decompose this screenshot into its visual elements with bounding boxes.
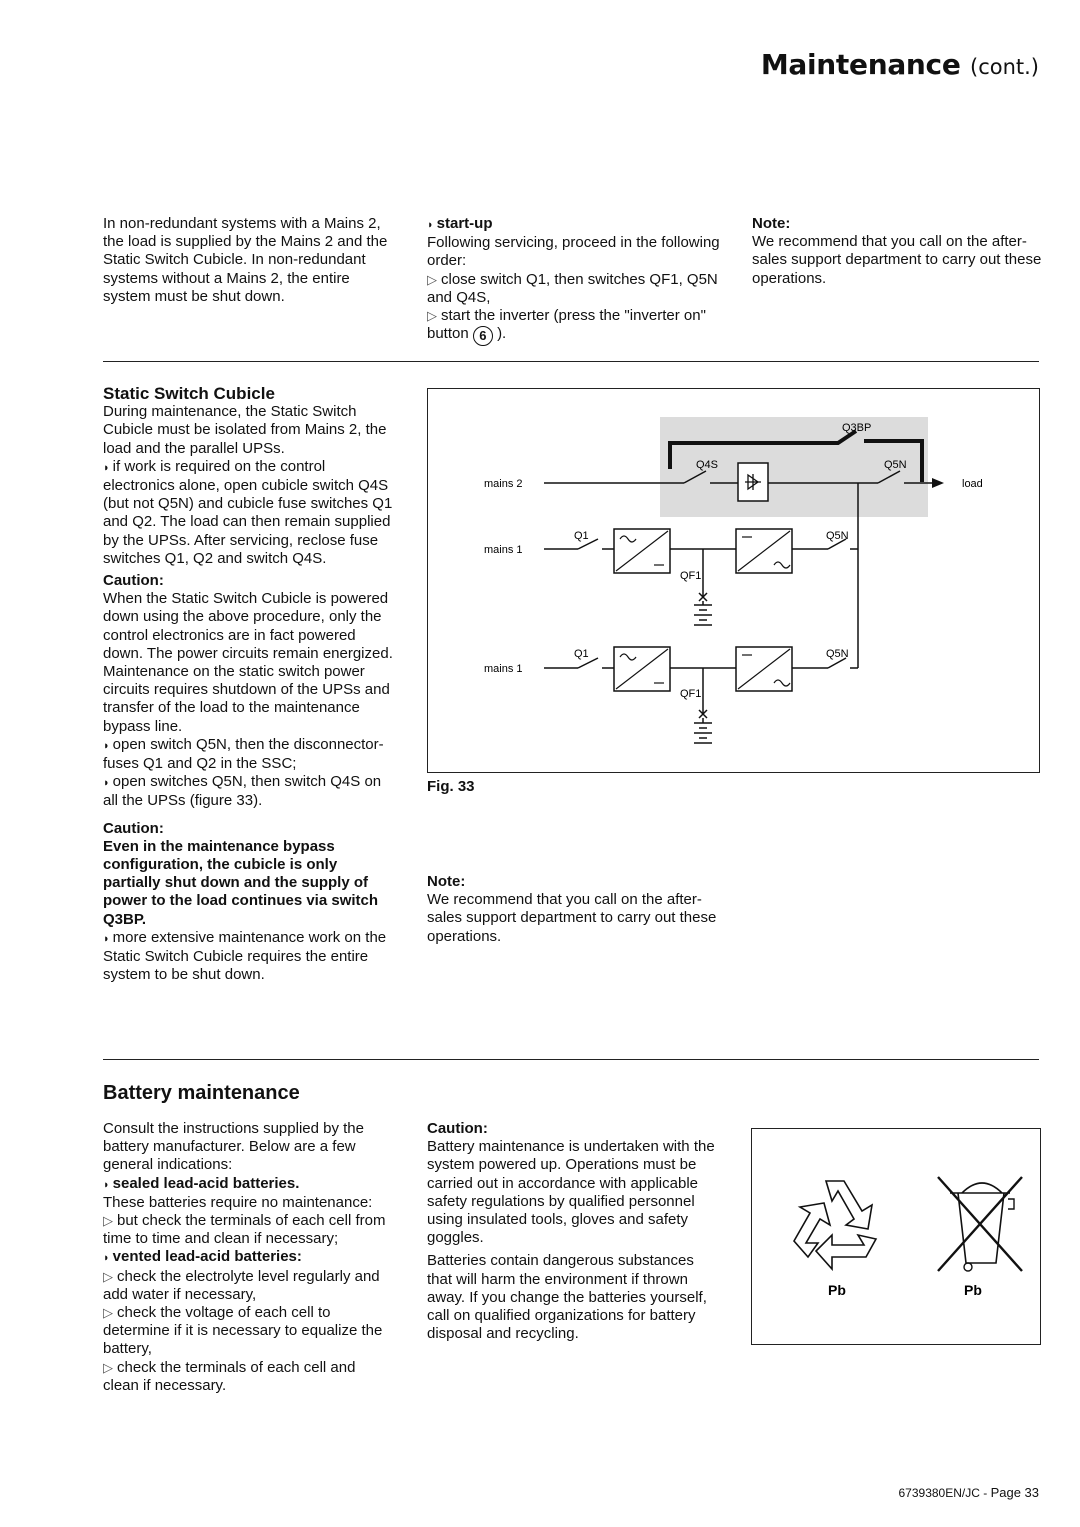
dash-icon: ▷ [427, 308, 437, 324]
label-mains2: mains 2 [484, 478, 523, 490]
battery-intro: Consult the instructions supplied by the battery manufacturer. Below are a few general indications: [103, 1120, 364, 1174]
label-q5n-top: Q5N [884, 459, 907, 471]
divider [103, 361, 1039, 362]
note-label: Note: [752, 215, 791, 232]
crossed-bin-icon [938, 1177, 1022, 1271]
page-number: Page 33 [990, 1485, 1039, 1500]
page-footer [899, 1485, 1040, 1500]
note2 [427, 873, 727, 946]
ssc-heading: Static Switch Cubicle [103, 384, 275, 403]
dash-icon: ▷ [103, 1359, 113, 1375]
ssc-bullet-2: ◗ open switch Q5N, then the disconnector-fuses Q1 and Q2 in the SSC; [103, 735, 384, 773]
label-mains1-a: mains 1 [484, 544, 523, 556]
label-load: load [962, 478, 983, 490]
note-text: We recommend that you call on the after-sales support department to carry out these operations. [752, 233, 1042, 287]
battery-caution-label: Caution: [427, 1120, 488, 1137]
recycling-box [751, 1128, 1041, 1345]
recycling-graphics [752, 1129, 1040, 1344]
page-title [761, 48, 1039, 81]
ssc-caution-label: Caution: [103, 572, 164, 590]
startup-step-2: ▷ start the inverter (press the "inverter on" button 6 ). [427, 307, 722, 346]
top-col1-text: In non-redundant systems with a Mains 2, the load is supplied by the Mains 2 and the Static Switch Cubicle. In non-redundant systems without a Mains 2, the entire system must be shut down. [103, 215, 388, 305]
label-qf1-a: QF1 [680, 570, 702, 582]
figure-caption: Fig. 33 [427, 778, 475, 795]
page-title-suffix: (cont.) [970, 55, 1039, 79]
label-q1-b: Q1 [574, 648, 589, 660]
dash-icon: ▷ [103, 1268, 113, 1284]
label-q5n-a: Q5N [826, 530, 849, 542]
bullet-icon: ◗ [427, 219, 434, 231]
ssc-intro: During maintenance, the Static Switch Cubicle must be isolated from Mains 2, the load and the parallel UPSs. [103, 403, 387, 457]
ssc-section [103, 385, 395, 985]
label-q3bp: Q3BP [842, 422, 872, 434]
page-title-text: Maintenance [760, 48, 961, 81]
vented-step-3: ▷ check the terminals of each cell and clean if necessary. [103, 1358, 356, 1394]
ssc-caution2-label: Caution: [103, 819, 164, 837]
startup-heading: ◗ start-up [427, 215, 493, 232]
divider [103, 1059, 1039, 1060]
dash-icon: ▷ [427, 271, 437, 287]
vented-heading: ◗ vented lead-acid batteries: [103, 1248, 302, 1266]
top-col2 [427, 215, 722, 346]
note2-text: We recommend that you call on the after-sales support department to carry out these operations. [427, 891, 717, 945]
load-arrow-icon [932, 478, 944, 488]
sealed-step: ▷ but check the terminals of each cell from time to time and clean if necessary; [103, 1212, 386, 1248]
battery-col2 [427, 1120, 722, 1343]
bullet-icon: ◗ [103, 1252, 110, 1265]
bullet-icon: ◗ [103, 1178, 110, 1191]
battery-col1 [103, 1120, 393, 1395]
sealed-heading: ◗ sealed lead-acid batteries. [103, 1174, 300, 1192]
label-q1-a: Q1 [574, 530, 589, 542]
dash-icon: ▷ [103, 1213, 113, 1229]
battery-icon-a [694, 605, 712, 625]
ssc-bullet-1: ◗ if work is required on the control electronics alone, open cubicle switch Q4S (but not Q5N) and cubicle fuse switches Q1 and Q2. The load can then remain supplied by the UPSs. After servicing, reclose fuse switches Q1, Q2 and switch Q4S. [103, 457, 393, 567]
bullet-icon: ◗ [103, 739, 110, 752]
bullet-icon: ◗ [103, 777, 110, 790]
bullet-icon: ◗ [103, 932, 110, 945]
bin-pb-label: Pb [964, 1282, 982, 1298]
label-q5n-b: Q5N [826, 648, 849, 660]
label-mains1-b: mains 1 [484, 663, 523, 675]
battery-caution-text: Battery maintenance is undertaken with the system powered up. Operations must be carried out in accordance with applicable safety regulations by qualified personnel using insulated tools, gloves and safety goggles. [427, 1138, 715, 1247]
bullet-icon: ◗ [103, 461, 110, 474]
parallel-ups-diagram [428, 389, 1039, 772]
sealed-text: These batteries require no maintenance: [103, 1193, 373, 1211]
doc-reference: 6739380EN/JC - [898, 1486, 991, 1500]
note2-label: Note: [427, 873, 466, 890]
dash-icon: ▷ [103, 1305, 113, 1321]
battery-heading: Battery maintenance [103, 1082, 300, 1104]
ssc-bullet-4: ◗ more extensive maintenance work on the Static Switch Cubicle requires the entire system to be shut down. [103, 928, 387, 984]
top-col1 [103, 215, 393, 306]
recycle-pb-label: Pb [828, 1282, 846, 1298]
ssc-caution-text: When the Static Switch Cubicle is powered down using the above procedure, only the control electronics are in fact powered down. The power circuits remain energized. Maintenance on the static switch power circuits requires shutdown of the UPSs and transfer of the load to the maintenance bypass line. [103, 590, 393, 735]
label-q4s: Q4S [696, 459, 719, 471]
figure-33 [427, 388, 1040, 773]
top-col3 [752, 215, 1042, 288]
startup-step-1: ▷ close switch Q1, then switches QF1, Q5N and Q4S, [427, 270, 718, 306]
ssc-bullet-3: ◗ open switches Q5N, then switch Q4S on all the UPSs (figure 33). [103, 773, 382, 810]
ssc-caution2-text: Even in the maintenance bypass configuration, the cubicle is only partially shut down and the supply of power to the load continues via switch Q3BP. [103, 837, 379, 928]
inverter-button-number: 6 [473, 326, 493, 346]
vented-step-2: ▷ check the voltage of each cell to determine if it is necessary to equalize the battery, [103, 1304, 383, 1358]
recycle-icon [794, 1181, 876, 1269]
vented-step-1: ▷ check the electrolyte level regularly and add water if necessary, [103, 1267, 380, 1303]
label-qf1-b: QF1 [680, 688, 702, 700]
battery-caution-text-2: Batteries contain dangerous substances that will harm the environment if thrown away. If you change the batteries yourself, call on qualified organizations for battery disposal and recycling. [427, 1252, 707, 1343]
battery-icon-b [694, 723, 712, 743]
startup-intro: Following servicing, proceed in the following order: [427, 234, 720, 270]
